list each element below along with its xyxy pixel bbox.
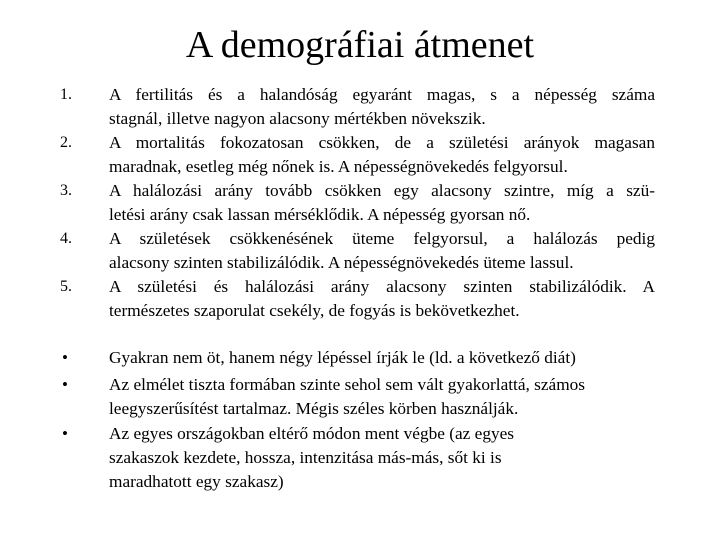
list-item-text: A halálozási arány tovább csökken egy alacsony szintre, míg a szü- letési arány csak lassan mérséklődik. A népesség gyorsan nő. (109, 181, 655, 224)
list-item-text: A fertilitás és a halandóság egyaránt magas, s a népesség száma stagnál, illetve nagyon alacsony mértékben növekszik. (109, 85, 655, 128)
list-number: 3. (60, 182, 72, 199)
list-number: 4. (60, 230, 72, 247)
list-item-text: Az elmélet tiszta formában szinte sehol sem vált gyakorlattá, számos leegyszerűsítést tartalmaz. Mégis széles körben használják. (109, 375, 586, 418)
bullet-marker: • (62, 424, 68, 443)
bullet-marker: • (62, 375, 68, 394)
slide-title: A demográfiai átmenet (185, 24, 535, 66)
list-item-text: Az egyes országokban eltérő módon ment végbe (az egyes szakaszok kezdete, hossza, intenzitása más-más, sőt ki is maradhatott egy szakasz) (109, 424, 514, 491)
list-item-text: A születések csökkenésének üteme felgyorsul, a halálozás pedig alacsony szinten stabilizálódik. A népességnövekedés üteme lassul. (109, 229, 655, 272)
list-number: 1. (60, 86, 72, 103)
list-item-text: Gyakran nem öt, hanem négy lépéssel írják le (ld. a következő diát) (109, 348, 576, 367)
bullet-marker: • (62, 348, 68, 367)
list-item-text: A születési és halálozási arány alacsony szinten stabilizálódik. A természetes szaporulat csekély, de fogyás is bekövetkezhet. (109, 277, 655, 320)
list-number: 5. (60, 278, 72, 295)
list-number: 2. (60, 134, 72, 151)
list-item-text: A mortalitás fokozatosan csökken, de a születési arányok magasan maradnak, esetleg még nőnek is. A népességnövekedés felgyorsul. (109, 133, 655, 176)
